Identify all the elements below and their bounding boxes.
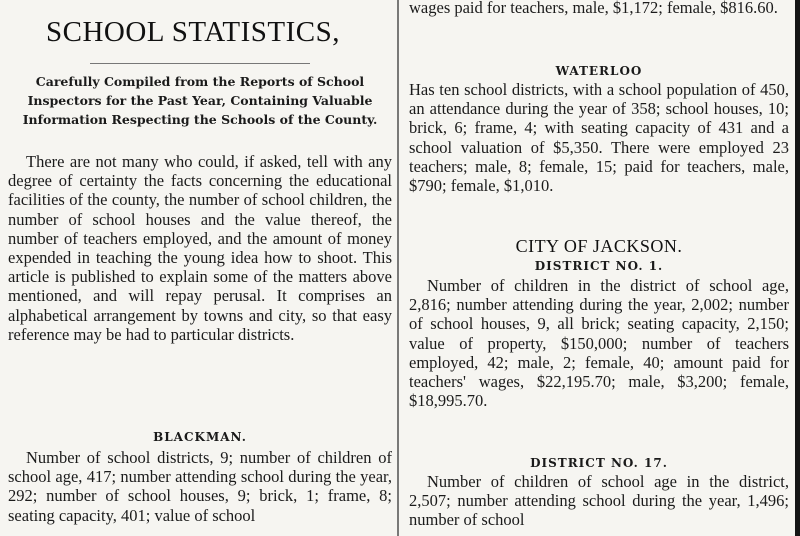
subheadline: Carefully Compiled from the Reports of School Inspectors for the Past Year, Containing Valuable Information Respecting the Schools of the County.: [22, 74, 378, 127]
continued-paragraph: wages paid for teachers, male, $1,172; female, $816.60.: [409, 0, 778, 17]
blackman-heading: BLACKMAN.: [153, 430, 247, 444]
right-border: [795, 0, 800, 536]
intro-paragraph: There are not many who could, if asked, tell with any degree of certainty the facts concerning the educational facilities of the county, the number of school children, the number of school houses and the value thereof, the number of teachers employed, and the amount of money expended in teaching the young idea how to shoot. This article is published to explain some of the matters above mentioned, and will repay perusal. It comprises an alphabetical arrangement by towns and city, so that easy reference may be had to particular districts.: [8, 152, 392, 344]
headline-rule: [90, 63, 310, 64]
column-divider: [397, 0, 399, 536]
left-column: [0, 0, 395, 536]
right-column: [401, 0, 793, 536]
blackman-paragraph: Number of school districts, 9; number of children of school age, 417; number attending school during the year, 292; number of school houses, 9; brick, 1; frame, 8; seating capacity, 401; value of school: [8, 448, 392, 525]
district-17-paragraph: Number of children of school age in the district, 2,507; number attending school during the year, 1,496; number of school: [409, 472, 789, 530]
district-1-paragraph: Number of children in the district of school age, 2,816; number attending during the year, 2,002; number of school houses, 9, all brick; seating capacity, 2,150; value of property, $150,000; number of teachers employed, 42; male, 2; female, 40; amount paid for teachers' wages, $22,195.70; male, $3,200; female, $18,995.70.: [409, 276, 789, 411]
waterloo-heading: WATERLOO: [555, 64, 643, 78]
waterloo-paragraph: Has ten school districts, with a school population of 450, an attendance during the year of 358; school houses, 10; brick, 6; frame, 4; with seating capacity of 431 and a school valuation of $5,350. There were employed 23 teachers; male, 8; female, 15; paid for teachers, male, $790; female, $1,010.: [409, 80, 789, 196]
district-17-heading: DISTRICT NO. 17.: [530, 456, 668, 470]
headline: SCHOOL STATISTICS,: [46, 16, 341, 48]
district-1-heading: DISTRICT NO. 1.: [534, 259, 664, 273]
city-heading: CITY OF JACKSON.: [515, 236, 683, 256]
